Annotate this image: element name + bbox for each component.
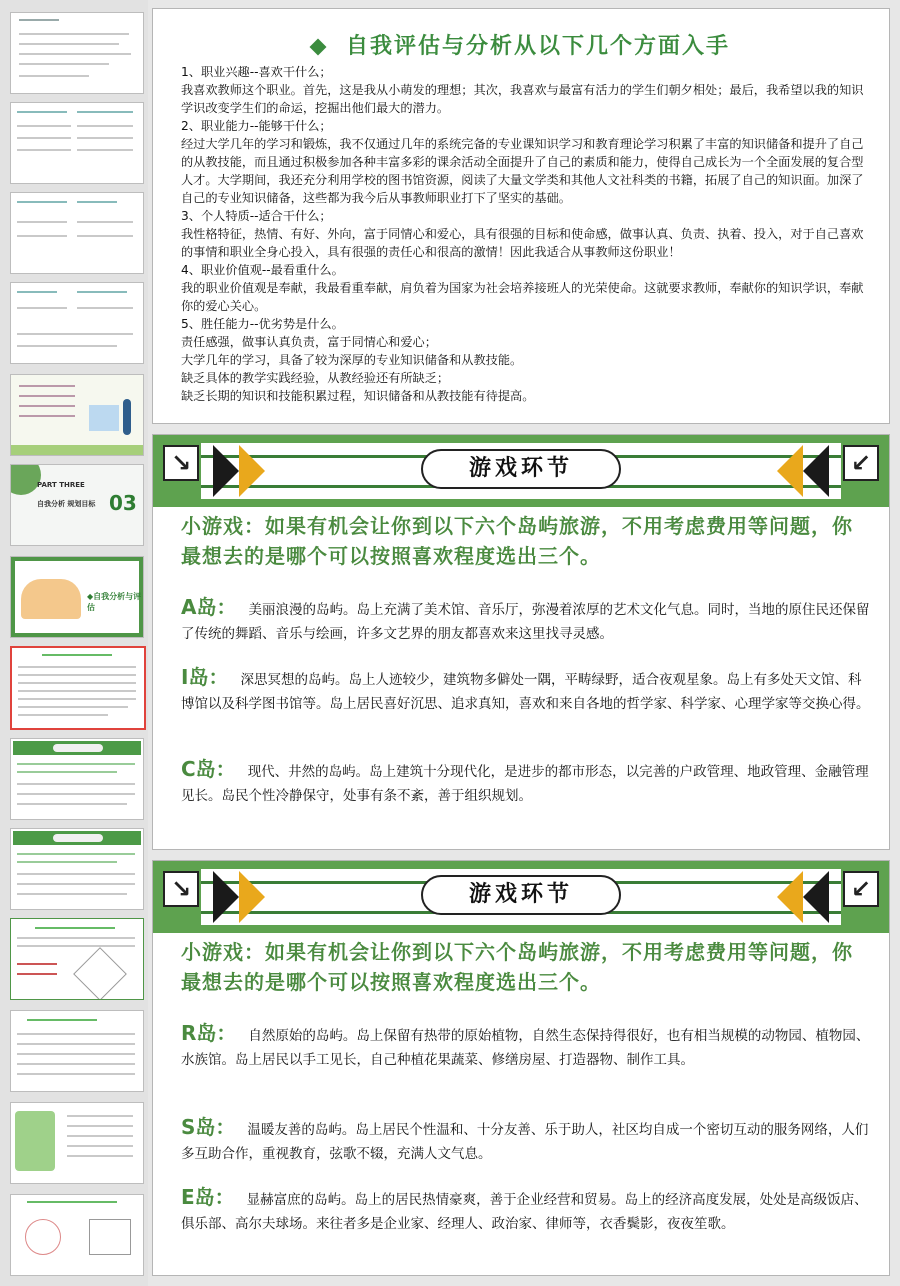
thumbnail-test[interactable] [10,918,144,1000]
thumb-part-sub: 自我分析 规划目标 [37,500,96,508]
body-line: 缺乏长期的知识和技能积累过程，知识储备和从教技能有待提高。 [181,389,535,403]
chevron-left-icon [803,871,829,923]
thumbnail-game-1[interactable] [10,738,144,820]
thumbnail-8[interactable] [10,1102,144,1184]
slide-title-text: 自我评估与分析从以下几个方面入手 [345,34,730,59]
island-text: 温暖友善的岛屿。岛上居民个性温和、十分友善、乐于助人，社区均自成一个密切互动的服务网络，人们多互助合作，重视教育，弦歌不辍，充满人文气息。 [181,1122,869,1162]
diamond-icon [309,39,326,56]
body-line: 我的职业价值观是奉献，我最看重奉献，肩负着为国家为社会培养接班人的光荣使命。这就要求教师，奉献你的知识学识，奉献你的爱心关心。 [181,281,864,313]
thumbnail-4[interactable] [10,282,144,364]
thumb-section-label: ◆自我分析与评估 [87,592,142,612]
island-item [181,665,871,716]
thumbnail-part-three[interactable] [10,464,144,546]
island-text: 现代、井然的岛屿。岛上建筑十分现代化，是进步的都市形态，以完善的户政管理、地政管理、金融管理见长。岛民个性冷静保守，处事有条不紊，善于组织规划。 [181,764,869,804]
body-line: 3、个人特质--适合干什么； [181,209,332,223]
game-title: 游戏环节 [421,449,621,489]
island-key: A岛： [181,595,237,619]
island-text: 美丽浪漫的岛屿。岛上充满了美术馆、音乐厅，弥漫着浓厚的艺术文化气息。同时，当地的原住民还保留了传统的舞蹈、音乐与绘画，许多文艺界的朋友都喜欢来这里找寻灵感。 [181,602,870,642]
thumb-part-number: 03 [109,491,137,515]
slide-title [153,29,889,60]
thumb-part-label: PART THREE [37,481,85,489]
island-key: R岛： [181,1021,237,1045]
island-key: E岛： [181,1185,235,1209]
slide-game-part1[interactable] [152,434,890,850]
chevron-left-icon [777,445,803,497]
island-item [181,757,871,808]
thumbnail-9[interactable] [10,1194,144,1276]
game-banner [153,861,889,933]
arrow-down-right-icon: ↙ [843,871,879,907]
body-line: 2、职业能力--能够干什么； [181,119,332,133]
game-title: 游戏环节 [421,875,621,915]
island-key: S岛： [181,1115,236,1139]
thumbnail-section[interactable] [10,556,144,638]
slide-thumbnail-panel [0,0,148,1286]
thumbnail-3[interactable] [10,192,144,274]
body-line: 大学几年的学习，具备了较为深厚的专业知识储备和从教技能。 [181,353,523,367]
chevron-right-icon [239,445,265,497]
thumbnail-current[interactable] [10,646,146,730]
game-question: 小游戏：如果有机会让你到以下六个岛屿旅游，不用考虑费用等问题，你最想去的是哪个可以按照喜欢程度选出三个。 [181,940,853,994]
body-line: 责任感强，做事认真负责，富于同情心和爱心； [181,335,437,349]
chevron-right-icon [213,445,239,497]
island-key: C岛： [181,757,236,781]
game-question: 小游戏：如果有机会让你到以下六个岛屿旅游，不用考虑费用等问题，你最想去的是哪个可以按照喜欢程度选出三个。 [181,514,853,568]
island-item [181,1115,871,1166]
thumbnail-5[interactable] [10,374,144,456]
arrow-down-left-icon: ↘ [163,871,199,907]
body-line: 缺乏具体的教学实践经验，从教经验还有所缺乏； [181,371,450,385]
body-line: 4、职业价值观--最看重什么。 [181,263,344,277]
thumbnail-2[interactable] [10,102,144,184]
body-line: 5、胜任能力--优劣势是什么。 [181,317,344,331]
game-banner [153,435,889,507]
thumbnail-game-2[interactable] [10,828,144,910]
island-item [181,1185,871,1236]
thumbnail-1[interactable] [10,12,144,94]
body-line: 1、职业兴趣--喜欢干什么； [181,65,332,79]
island-item [181,1021,871,1072]
slide-body [181,63,867,405]
chevron-right-icon [213,871,239,923]
island-item [181,595,871,646]
body-line: 我喜欢教师这个职业。首先，这是我从小萌发的理想；其次，我喜欢与最富有活力的学生们朝夕相处；最后，我希望以我的知识学识改变学生们的命运，挖掘出他们最大的潜力。 [181,83,864,115]
island-text: 深思冥想的岛屿。岛上人迹较少，建筑物多僻处一隅，平畴绿野，适合夜观星象。岛上有多处天文馆、科博馆以及科学图书馆等。岛上居民喜好沉思、追求真知，喜欢和来自各地的哲学家、科学家、心理学家等交换心得。 [181,672,870,712]
body-line: 我性格特征，热情、有好、外向，富于同情心和爱心，具有很强的目标和使命感，做事认真、负责、执着、投入，对于自己喜欢的事情和职业全身心投入，具有很强的责任心和很高的激情！因此我适合从事教师这份职业！ [181,227,864,259]
arrow-down-left-icon: ↘ [163,445,199,481]
slide-self-assessment[interactable] [152,8,890,424]
arrow-down-right-icon: ↙ [843,445,879,481]
slide-game-part2[interactable] [152,860,890,1276]
island-key: I岛： [181,665,229,689]
chevron-left-icon [777,871,803,923]
chevron-left-icon [803,445,829,497]
island-text: 显赫富庶的岛屿。岛上的居民热情豪爽，善于企业经营和贸易。岛上的经济高度发展，处处是高级饭店、俱乐部、高尔夫球场。来往者多是企业家、经理人、政治家、律师等，衣香鬓影，夜夜笙歌。 [181,1192,868,1232]
thumbnail-7[interactable] [10,1010,144,1092]
body-line: 经过大学几年的学习和锻炼，我不仅通过几年的系统完备的专业课知识学习和教育理论学习积累了丰富的知识储备和提升了自己的从教技能，而且通过积极参加各种丰富多彩的课余活动全面提升了自己的素质和能力，使得自己成长为一个全面发展的复合型人才。大学期间，我还充分利用学校的图书馆资源，阅读了大量文学类和其他人文社科类的书籍，拓展了自己的知识面。加深了自己的专业知识储备，这些都为我今后从事教师职业打下了坚实的基础。 [181,137,864,205]
chevron-right-icon [239,871,265,923]
island-text: 自然原始的岛屿。岛上保留有热带的原始植物，自然生态保持得很好，也有相当规模的动物园、植物园、水族馆。岛上居民以手工见长，自己种植花果蔬菜、修缮房屋、打造器物、制作工具。 [181,1028,870,1068]
